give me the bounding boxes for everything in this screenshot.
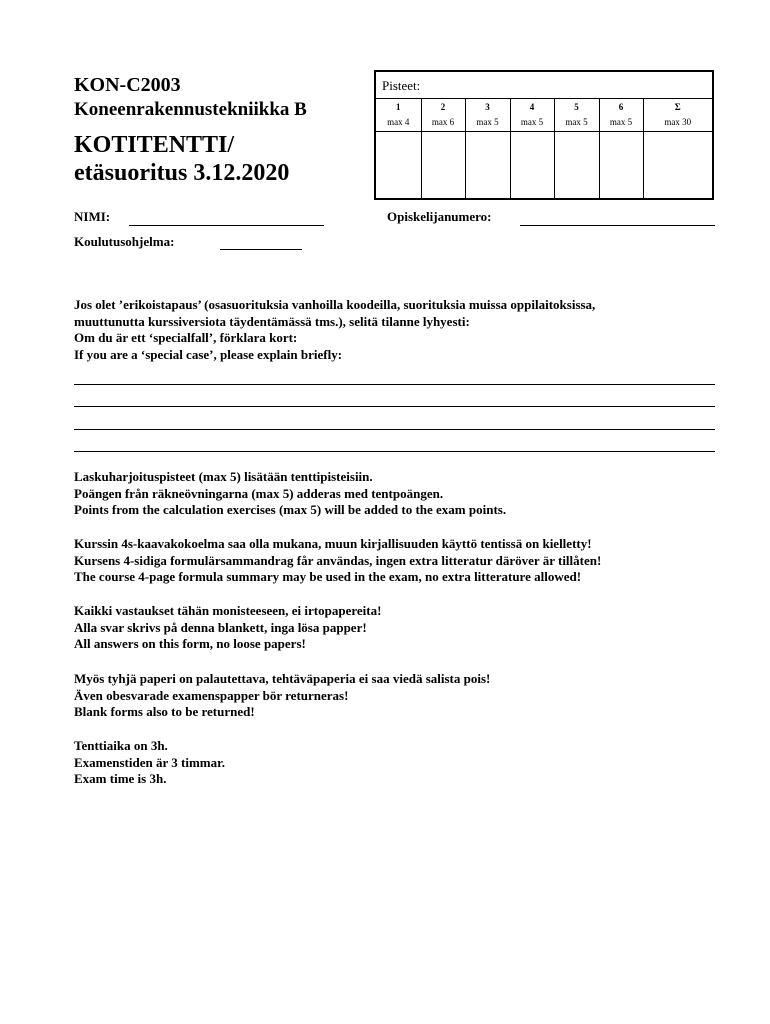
points-col-number: 6 — [618, 102, 624, 112]
points-col-max: max 6 — [431, 117, 455, 127]
points-entry-total[interactable] — [643, 132, 712, 199]
points-col-number: 2 — [440, 102, 446, 112]
student-number-field-line[interactable] — [520, 224, 715, 226]
instruction-line: Kaikki vastaukset tähän monisteeseen, ei irtopapereita! — [74, 603, 382, 618]
instruction-block-answers — [74, 603, 381, 653]
explanation-line[interactable] — [74, 383, 715, 385]
instruction-line: Laskuharjoituspisteet (max 5) lisätään tenttipisteisiin. — [74, 469, 373, 484]
instruction-block-exam-time — [74, 738, 225, 788]
instruction-line: Även obesvarade examenspapper bör returneras! — [74, 687, 349, 703]
instruction-line: Exam time is 3h. — [74, 771, 167, 787]
name-field-line[interactable] — [129, 224, 324, 226]
points-col-max: max 5 — [520, 117, 544, 127]
instruction-line: Examenstiden är 3 timmar. — [74, 754, 225, 770]
points-col-3 — [465, 99, 510, 132]
points-col-number: 3 — [485, 102, 490, 112]
exam-title-line-1: KOTITENTTI/ — [74, 132, 235, 158]
instruction-line: Tenttiaika on 3h. — [74, 738, 168, 753]
instruction-line: Alla svar skrivs på denna blankett, inga lösa papper! — [74, 619, 367, 635]
special-case-line: If you are a ‘special case’, please explain briefly: — [74, 346, 343, 362]
explanation-line[interactable] — [74, 450, 715, 452]
points-col-max: max 5 — [609, 117, 633, 127]
points-col-max: max 4 — [387, 117, 410, 127]
points-entry-6[interactable] — [599, 132, 643, 199]
points-col-4 — [510, 99, 554, 132]
instruction-line: Blank forms also to be returned! — [74, 704, 255, 720]
points-col-1 — [376, 99, 421, 132]
points-col-max: max 30 — [664, 117, 692, 127]
instruction-line: Points from the calculation exercises (max 5) will be added to the exam points. — [74, 502, 507, 518]
instruction-block-formula-summary — [74, 536, 601, 586]
special-case-text — [74, 297, 595, 363]
points-col-total — [643, 99, 712, 132]
points-col-number: 5 — [574, 102, 579, 112]
explanation-line[interactable] — [74, 405, 715, 407]
instruction-line: Myös tyhjä paperi on palautettava, tehtäväpaperia ei saa viedä salista pois! — [74, 671, 491, 686]
program-label: Koulutusohjelma: — [74, 234, 175, 249]
points-header-row — [376, 99, 712, 132]
points-col-max: max 5 — [565, 117, 588, 127]
points-title: Pisteet: — [382, 78, 421, 93]
points-entry-2[interactable] — [421, 132, 465, 199]
points-box — [374, 70, 714, 200]
exam-title-line-2: etäsuoritus 3.12.2020 — [74, 160, 290, 186]
course-code: KON-C2003 — [74, 74, 181, 96]
points-table — [376, 98, 712, 198]
instruction-line: Kursens 4-sidiga formulärsammandrag får användas, ingen extra litteratur däröver är tillåten! — [74, 552, 602, 568]
points-col-number: Σ — [674, 102, 681, 112]
explanation-line[interactable] — [74, 428, 715, 430]
points-col-2 — [421, 99, 465, 132]
course-name: Koneenrakennustekniikka B — [74, 99, 307, 120]
points-entry-3[interactable] — [465, 132, 510, 199]
points-entry-5[interactable] — [554, 132, 599, 199]
special-case-line: muuttunutta kurssiversiota täydentämässä tms.), selitä tilanne lyhyesti: — [74, 313, 470, 329]
points-entry-1[interactable] — [376, 132, 421, 199]
special-case-line: Jos olet ’erikoistapaus’ (osasuorituksia vanhoilla koodeilla, suorituksia muissa oppilaitoksissa, — [74, 297, 596, 312]
name-label: NIMI: — [74, 209, 111, 224]
instruction-line: Poängen från räkneövningarna (max 5) adderas med tentpoängen. — [74, 485, 444, 501]
instruction-block-return-papers — [74, 671, 490, 721]
student-number-label: Opiskelijanumero: — [387, 209, 492, 224]
points-entry-4[interactable] — [510, 132, 554, 199]
points-col-max: max 5 — [476, 117, 499, 127]
instruction-line: The course 4-page formula summary may be used in the exam, no extra litterature allowed! — [74, 569, 582, 585]
points-col-number: 4 — [529, 102, 535, 112]
program-field-line[interactable] — [220, 248, 302, 250]
points-col-5 — [554, 99, 599, 132]
points-col-number: 1 — [396, 102, 401, 112]
instruction-line: All answers on this form, no loose papers! — [74, 636, 306, 652]
instruction-block-exercise-points — [74, 469, 506, 519]
special-case-line: Om du är ett ‘specialfall’, förklara kort: — [74, 330, 298, 346]
points-col-6 — [599, 99, 643, 132]
points-entry-row — [376, 132, 712, 199]
instruction-line: Kurssin 4s-kaavakokoelma saa olla mukana, muun kirjallisuuden käyttö tentissä on kielletty! — [74, 536, 592, 551]
